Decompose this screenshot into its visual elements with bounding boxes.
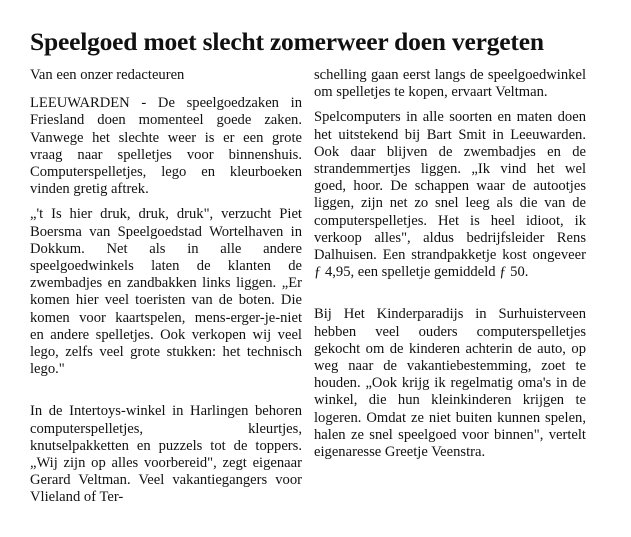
right-column (314, 67, 586, 461)
paragraph-surhuisterveen: Bij Het Kinderparadijs in Surhuisterveen hebben veel ouders computerspelletjes gekocht om de kinderen achterin de auto, op weg naar de vakantiebestemming, zoet te houden. „Ook krijg ik regelmatig oma's in de winkel, die hun kleinkinderen krijgen te logeren. Omdat ze niet buiten kunnen spelen, halen ze snel speelgoed voor binnen", vertelt eigenaresse Greetje Veenstra. (314, 306, 586, 461)
paragraph-harlingen-cont: schelling gaan eerst langs de speelgoedwinkel om spelletjes te kopen, ervaart Veltman. (314, 67, 586, 101)
paragraph-intro: LEEUWARDEN - De speelgoedzaken in Friesland doen momenteel goede zaken. Vanwege het slechte weer is er een grote vraag naar spelletjes voor binnenshuis. Computerspelletjes, lego en kleurboeken vinden gretig aftrek. (30, 95, 302, 198)
byline: Van een onzer redacteuren (30, 67, 185, 83)
headline: Speelgoed moet slecht zomerweer doen vergeten (30, 27, 544, 56)
paragraph-harlingen: In de Intertoys-winkel in Harlingen behoren computerspelletjes, kleurtjes, knutselpakketten en puzzels tot de toppers. „Wij zijn op alles voorbereid", zegt eigenaar Gerard Veltman. Veel vakantiegangers voor Vlieland of Ter- (30, 403, 302, 506)
paragraph-leeuwarden: Spelcomputers in alle soorten en maten doen het uitstekend bij Bart Smit in Leeuwarden. Ook daar blijven de zwembadjes en de strandemmertjes liggen. „Ik vind het wel goed, hoor. De schappen waar de autootjes liggen, zijn net zo snel leeg als die van de computerspelletjes. Het is heel idioot, ik verkoop alles", aldus bedrijfsleider Rens Dalhuisen. Een strandpakketje kost ongeveer ƒ 4,95, een spelletje gemiddeld ƒ 50. (314, 109, 586, 281)
paragraph-dokkum: „'t Is hier druk, druk, druk", verzucht Piet Boersma van Speelgoedstad Wortelhaven in Dokkum. Net als in alle andere speelgoedwinkels laten de klanten de zwembadjes en zandbakken links liggen. „Er komen hier veel toeristen van de boten. Die komen voor kaartspelen, mens-erger-je-niet en andere spelletjes. Ook verkopen wij veel lego, zelfs veel grote stukken: het technisch lego." (30, 206, 302, 378)
left-column (30, 67, 302, 507)
